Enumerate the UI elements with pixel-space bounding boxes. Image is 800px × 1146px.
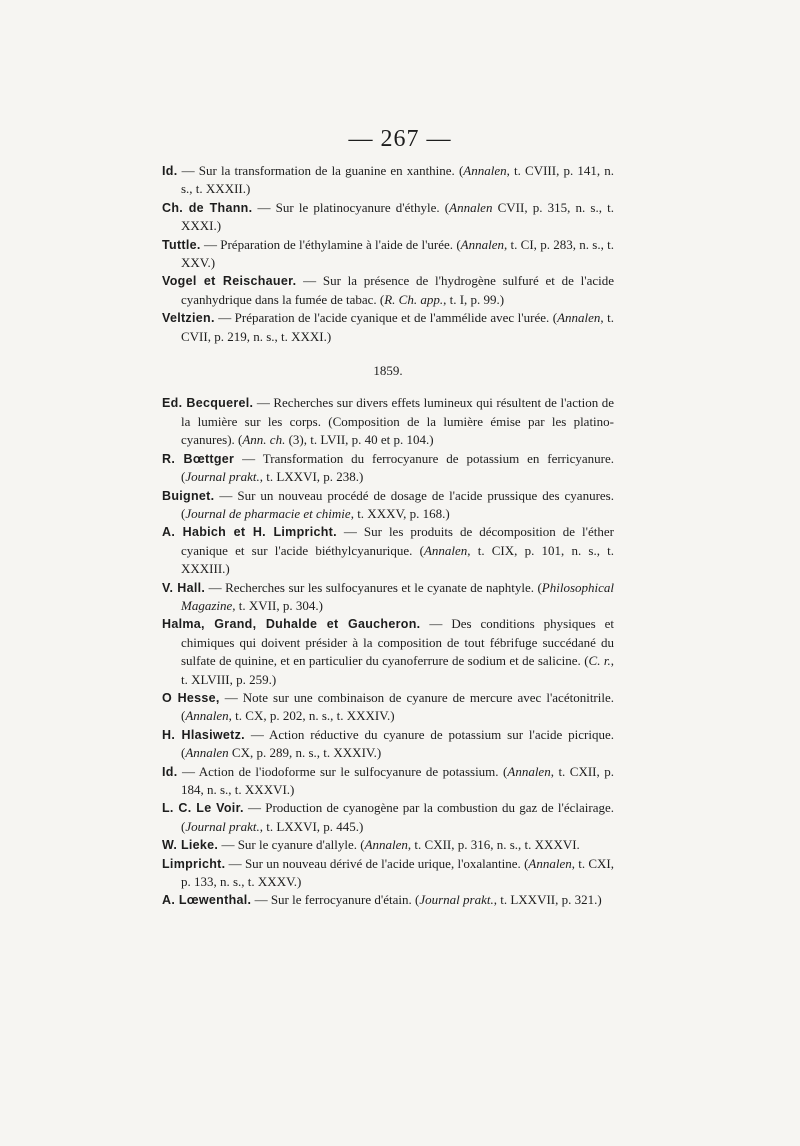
bibliography-entry <box>162 799 614 836</box>
entry-reference: , t. CVIII, p. 141, n. s., t. XXXII.) <box>181 163 614 197</box>
entry-journal: Annalen <box>364 837 408 853</box>
entry-title: — Recherches sur les sulfocyanures et le cyanate de naphtyle. ( <box>205 579 542 595</box>
entry-reference: , t. CXII, p. 316, n. s., t. XXXVI. <box>407 837 580 853</box>
entry-reference: , t. CXII, p. 184, n. s., t. XXXVI.) <box>181 763 614 797</box>
entry-author: Id. <box>162 764 178 779</box>
entry-reference: , t. XVII, p. 304.) <box>232 597 323 613</box>
entry-journal: R. Ch. app. <box>384 291 444 307</box>
entry-reference: , t. CX, p. 202, n. s., t. XXXIV.) <box>228 708 395 724</box>
entry-title: — Préparation de l'éthylamine à l'aide de l'urée. ( <box>200 236 461 252</box>
bibliography-entry <box>162 763 614 800</box>
entry-title: — Note sur une combinaison de cyanure de mercure avec l'acétonitrile. ( <box>181 689 615 724</box>
entry-reference: CVII, p. 315, n. s., t. XXXI.) <box>181 199 614 234</box>
entry-title: — Sur la présence de l'hydrogène sulfuré et de l'acide cyanhydrique dans la fumée de tabac. ( <box>181 273 615 307</box>
entry-title: — Production de cyanogène par la combustion du gaz de l'éclairage. ( <box>181 800 615 834</box>
entry-reference: , t. CIX, p. 101, n. s., t. XXXIII.) <box>181 542 614 577</box>
bibliography-entry <box>162 836 614 854</box>
entry-journal: Annalen <box>557 310 601 326</box>
year-heading: 1859. <box>373 363 403 379</box>
entry-author: Halma, Grand, Duhalde et Gaucheron. <box>162 617 421 632</box>
entry-author: L. C. Le Voir. <box>162 801 244 816</box>
entry-author: V. Hall. <box>162 580 206 595</box>
entry-journal: Annalen <box>463 163 507 178</box>
entry-title: — Des conditions physiques et chimiques qui doivent présider à la composition de tout fébrifuge succédané du sulfate de quinine, et en particulier du cyanoferrure de sodium et de salicine. ( <box>181 616 614 669</box>
entry-title: — Préparation de l'acide cyanique et de l'ammélide avec l'urée. ( <box>214 310 558 326</box>
entry-journal: Ann. ch. <box>242 432 286 448</box>
entry-journal: Journal prakt. <box>419 892 494 908</box>
entry-reference: CX, p. 289, n. s., t. XXXIV.) <box>228 745 382 761</box>
entry-author: Buignet. <box>162 488 215 503</box>
entry-title: — Sur les produits de décomposition de l'éther cyanique et sur l'acide biéthylcyanurique. ( <box>181 524 614 558</box>
entry-journal: Annalen <box>449 199 493 215</box>
entry-journal: Annalen <box>507 763 551 779</box>
entry-author: R. Bœttger <box>162 451 235 466</box>
entries-after-year <box>162 394 614 909</box>
bibliography-list <box>162 162 614 910</box>
entry-author: Limpricht. <box>162 856 226 871</box>
entry-author: Ed. Becquerel. <box>162 396 254 411</box>
entry-reference: , t. LXXVII, p. 321.) <box>493 892 602 908</box>
entry-title: — Sur la transformation de la guanine en xanthine. ( <box>177 163 464 178</box>
bibliography-entry <box>162 615 614 689</box>
entry-author: H. Hlasiwetz. <box>162 727 245 742</box>
bibliography-entry <box>162 450 614 487</box>
bibliography-entry <box>162 309 614 346</box>
entry-journal: Journal prakt. <box>185 818 260 834</box>
entry-reference: , t. CI, p. 283, n. s., t. XXV.) <box>181 236 614 271</box>
entries-before-year <box>162 162 614 346</box>
entry-journal: Annalen <box>528 855 572 871</box>
entry-journal: Annalen <box>185 708 229 724</box>
bibliography-entry <box>162 855 614 892</box>
bibliography-entry <box>162 726 614 763</box>
entry-author: Ch. de Thann. <box>162 200 253 215</box>
bibliography-entry <box>162 162 614 199</box>
entry-reference: , t. CXI, p. 133, n. s., t. XXXV.) <box>181 855 615 890</box>
entry-title: — Sur le ferrocyanure d'étain. ( <box>251 892 420 908</box>
entry-journal: Annalen <box>460 236 504 252</box>
bibliography-entry <box>162 236 614 273</box>
entry-title: — Sur le cyanure d'allyle. ( <box>218 837 365 853</box>
bibliography-entry <box>162 891 614 909</box>
entry-author: O Hesse, <box>162 690 220 705</box>
entry-reference: , t. XXXV, p. 168.) <box>350 505 450 521</box>
bibliography-entry <box>162 487 614 524</box>
entry-journal: Journal de pharmacie et chimie <box>185 505 351 521</box>
entry-author: A. Lœwenthal. <box>162 893 252 908</box>
entry-title: — Action réductive du cyanure de potassium sur l'acide picrique. ( <box>181 726 614 761</box>
entry-title: — Action de l'iodoforme sur le sulfocyanure de potassium. ( <box>177 763 508 779</box>
bibliography-entry <box>162 394 614 449</box>
entry-title: — Sur un nouveau dérivé de l'acide urique, l'oxalantine. ( <box>225 855 529 871</box>
entry-author: A. Habich et H. Limpricht. <box>162 525 337 540</box>
bibliography-entry <box>162 523 614 578</box>
entry-reference: , t. CVII, p. 219, n. s., t. XXXI.) <box>181 310 614 344</box>
entry-journal: Annalen <box>185 745 229 761</box>
bibliography-entry <box>162 199 614 236</box>
bibliography-entry <box>162 272 614 309</box>
bibliography-entry <box>162 579 614 616</box>
page-number: — 267 — <box>348 126 452 152</box>
entry-journal: Annalen <box>423 542 468 558</box>
entry-reference: , t. LXXVI, p. 445.) <box>259 818 364 834</box>
entry-author: Veltzien. <box>162 311 215 326</box>
entry-reference: , t. XLVIII, p. 259.) <box>181 653 614 687</box>
entry-journal: C. r. <box>588 653 611 669</box>
entry-journal: Journal prakt. <box>185 469 260 485</box>
entry-title: — Recherches sur divers effets lumineux qui résultent de l'action de la lumière sur les corps. (Composition de la lumière émise par les platino-cyanures). ( <box>181 395 614 448</box>
entry-reference: , t. I, p. 99.) <box>443 291 505 307</box>
entry-journal: Philosophical Magazine <box>181 579 614 613</box>
entry-author: Tuttle. <box>162 237 201 252</box>
entry-reference: (3), t. LVII, p. 40 et p. 104.) <box>285 432 434 448</box>
entry-reference: , t. LXXVI, p. 238.) <box>259 469 364 485</box>
bibliography-entry <box>162 689 614 726</box>
entry-title: — Transformation du ferrocyanure de potassium en ferricyanure. ( <box>181 450 615 485</box>
entry-author: W. Lieke. <box>162 838 219 853</box>
entry-author: Vogel et Reischauer. <box>162 274 297 289</box>
entry-title: — Sur un nouveau procédé de dosage de l'acide prussique des cyanures. ( <box>181 487 614 521</box>
entry-title: — Sur le platinocyanure d'éthyle. ( <box>252 199 450 215</box>
entry-author: Id. <box>162 164 178 178</box>
